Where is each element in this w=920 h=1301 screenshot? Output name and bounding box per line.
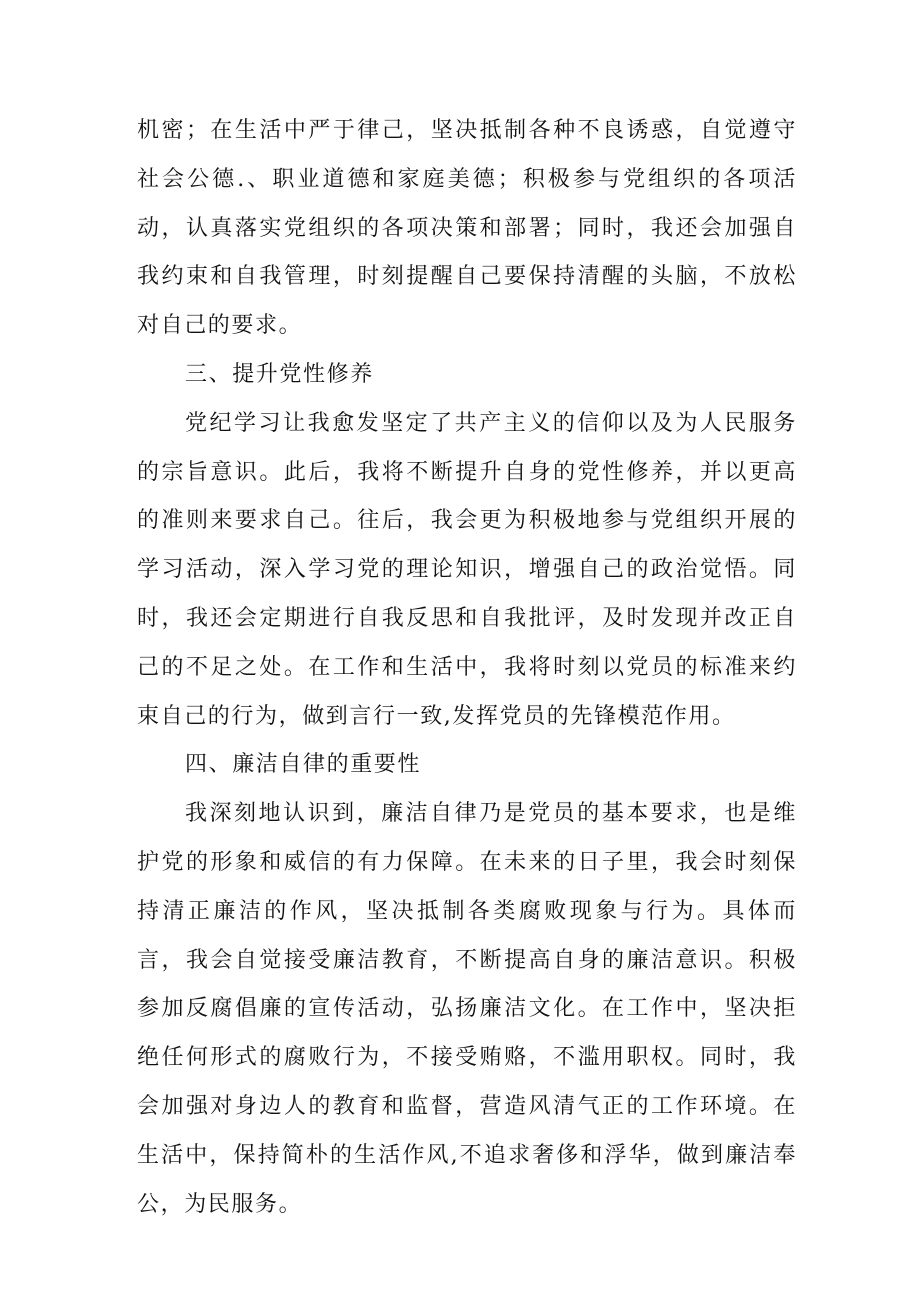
section-heading-4: 四、廉洁自律的重要性: [185, 752, 422, 778]
paragraph-integrity: 我深刻地认识到，廉洁自律乃是党员的基本要求，也是维护党的形象和威信的有力保障。在未来的日子里，我会时刻保持清正廉洁的作风，坚决抵制各类腐败现象与行为。具体而言，我会自觉接受廉洁教育，不断提高自身的廉洁意识。积极参加反腐倡廉的宣传活动，弘扬廉洁文化。在工作中，坚决拒绝任何形式的腐败行为，不接受贿赂，不滥用职权。同时，我会加强对身边人的教育和监督，营造风清气正的工作环境。在生活中，保持简朴的生活作风,不追求奢侈和浮华，做到廉洁奉公，为民服务。: [137, 801, 797, 1217]
paragraph-continued: 机密；在生活中严于律己，坚决抵制各种不良诱惑，自觉遵守社会公德.、职业道德和家庭美德；积极参与党组织的各项活动，认真落实党组织的各项决策和部署；同时，我还会加强自我约束和自我管理，时刻提醒自己要保持清醒的头脑，不放松对自己的要求。: [137, 118, 797, 339]
document-body: [137, 107, 797, 1229]
section-heading-3: 三、提升党性修养: [185, 361, 374, 387]
paragraph-party-spirit: 党纪学习让我愈发坚定了共产主义的信仰以及为人民服务的宗旨意识。此后，我将不断提升自身的党性修养，并以更高的准则来要求自己。往后，我会更为积极地参与党组织开展的学习活动，深入学习党的理论知识，增强自己的政治觉悟。同时，我还会定期进行自我反思和自我批评，及时发现并改正自己的不足之处。在工作和生活中，我将时刻以党员的标准来约束自己的行为，做到言行一致,发挥党员的先锋模范作用。: [137, 410, 797, 729]
